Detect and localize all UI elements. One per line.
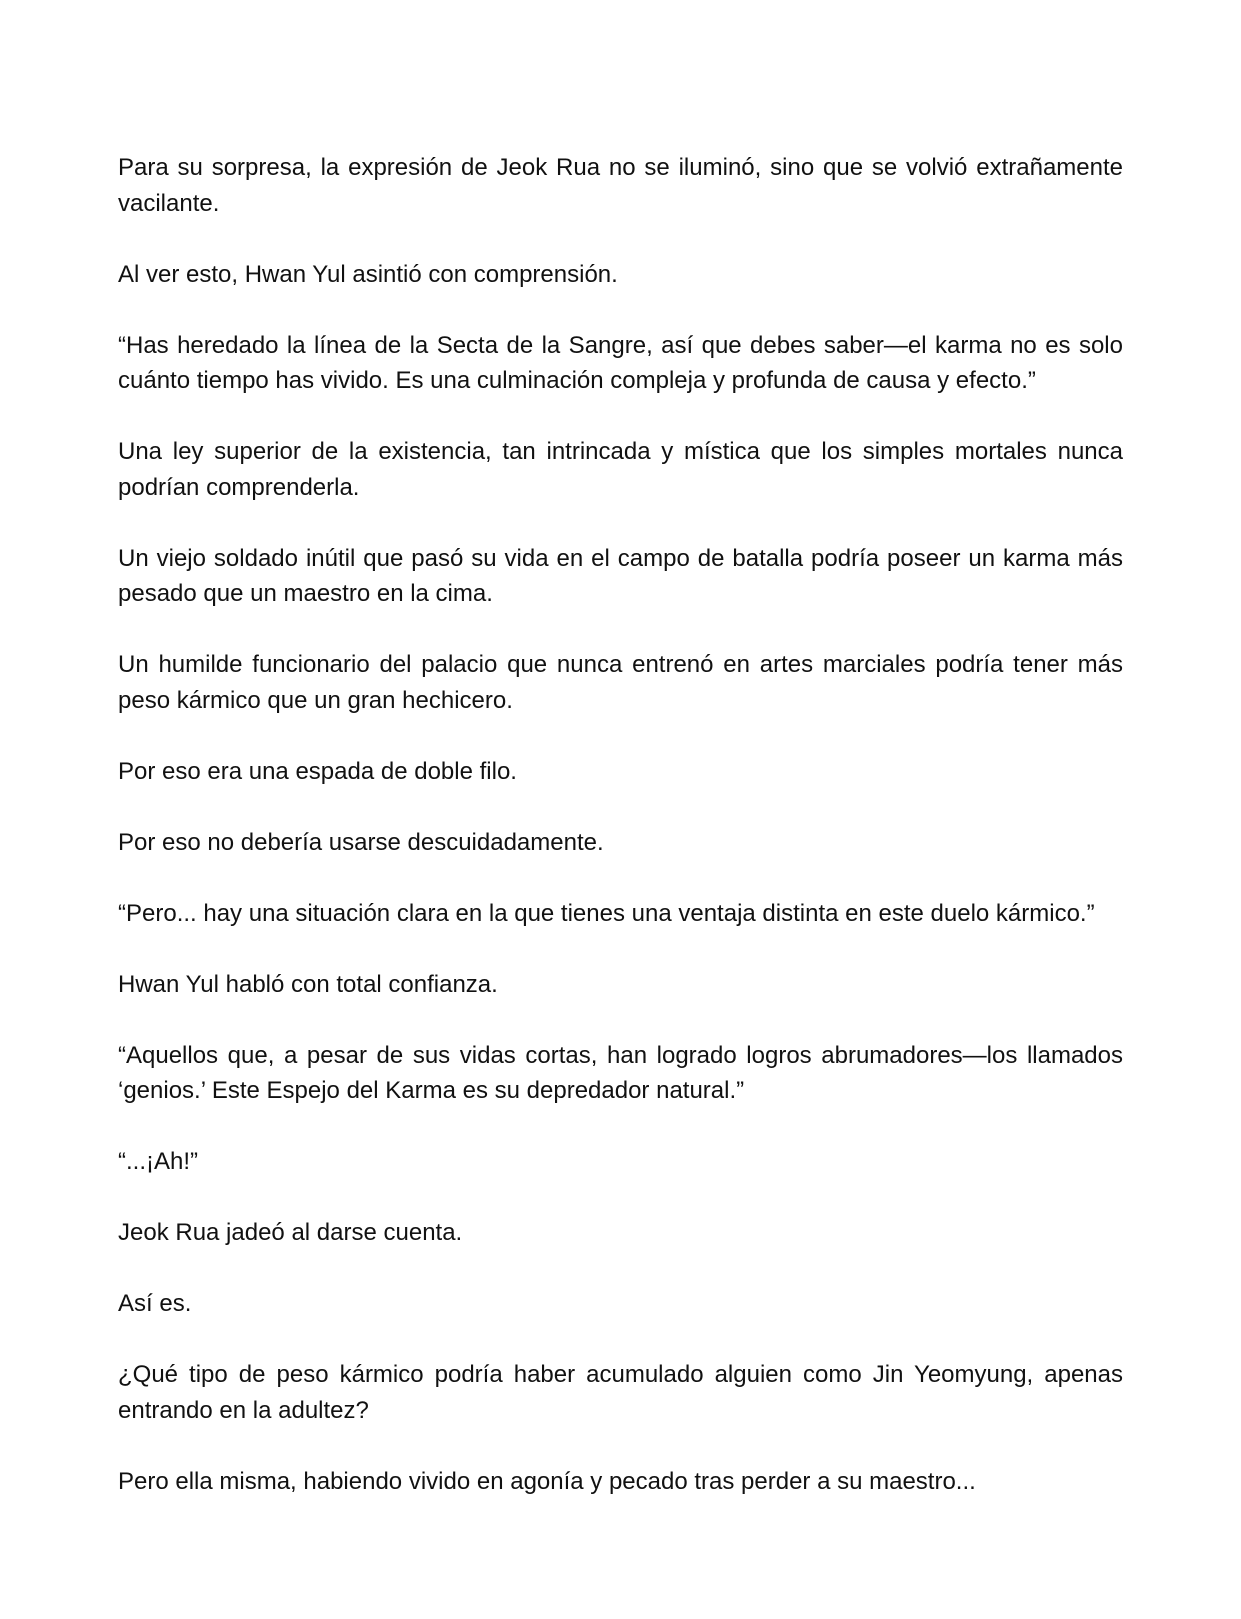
paragraph: “...¡Ah!” [118, 1148, 199, 1175]
paragraph: Pero ella misma, habiendo vivido en agonía y pecado tras perder a su maestro... [118, 1467, 976, 1495]
paragraph: “Pero... hay una situación clara en la que tienes una ventaja distinta en este duelo kármico.” [118, 899, 1095, 927]
paragraph: ¿Qué tipo de peso kármico podría haber acumulado alguien como Jin Yeomyung, apenas entrando en la adultez? [118, 1361, 1123, 1424]
paragraph: Así es. [118, 1290, 192, 1317]
paragraph: Al ver esto, Hwan Yul asintió con comprensión. [118, 260, 618, 288]
paragraph: Una ley superior de la existencia, tan intrincada y mística que los simples mortales nunca podrían comprenderla. [118, 438, 1123, 501]
paragraph: Para su sorpresa, la expresión de Jeok Rua no se iluminó, sino que se volvió extrañamente vacilante. [118, 154, 1123, 217]
paragraph: Por eso era una espada de doble filo. [118, 757, 517, 785]
paragraph: “Has heredado la línea de la Secta de la Sangre, así que debes saber—el karma no es solo cuánto tiempo has vivido. Es una culminación compleja y profunda de causa y efecto.” [118, 331, 1123, 394]
paragraph: “Aquellos que, a pesar de sus vidas cortas, han logrado logros abrumadores—los llamados ‘genios.’ Este Espejo del Karma es su depredador natural.” [118, 1041, 1123, 1104]
paragraph: Por eso no debería usarse descuidadamente. [118, 828, 604, 856]
paragraph: Un viejo soldado inútil que pasó su vida en el campo de batalla podría poseer un karma más pesado que un maestro en la cima. [118, 544, 1123, 607]
document-body [118, 150, 1123, 1535]
paragraph: Hwan Yul habló con total confianza. [118, 970, 498, 998]
paragraph: Jeok Rua jadeó al darse cuenta. [118, 1219, 463, 1246]
paragraph: Un humilde funcionario del palacio que nunca entrenó en artes marciales podría tener más peso kármico que un gran hechicero. [118, 651, 1123, 714]
